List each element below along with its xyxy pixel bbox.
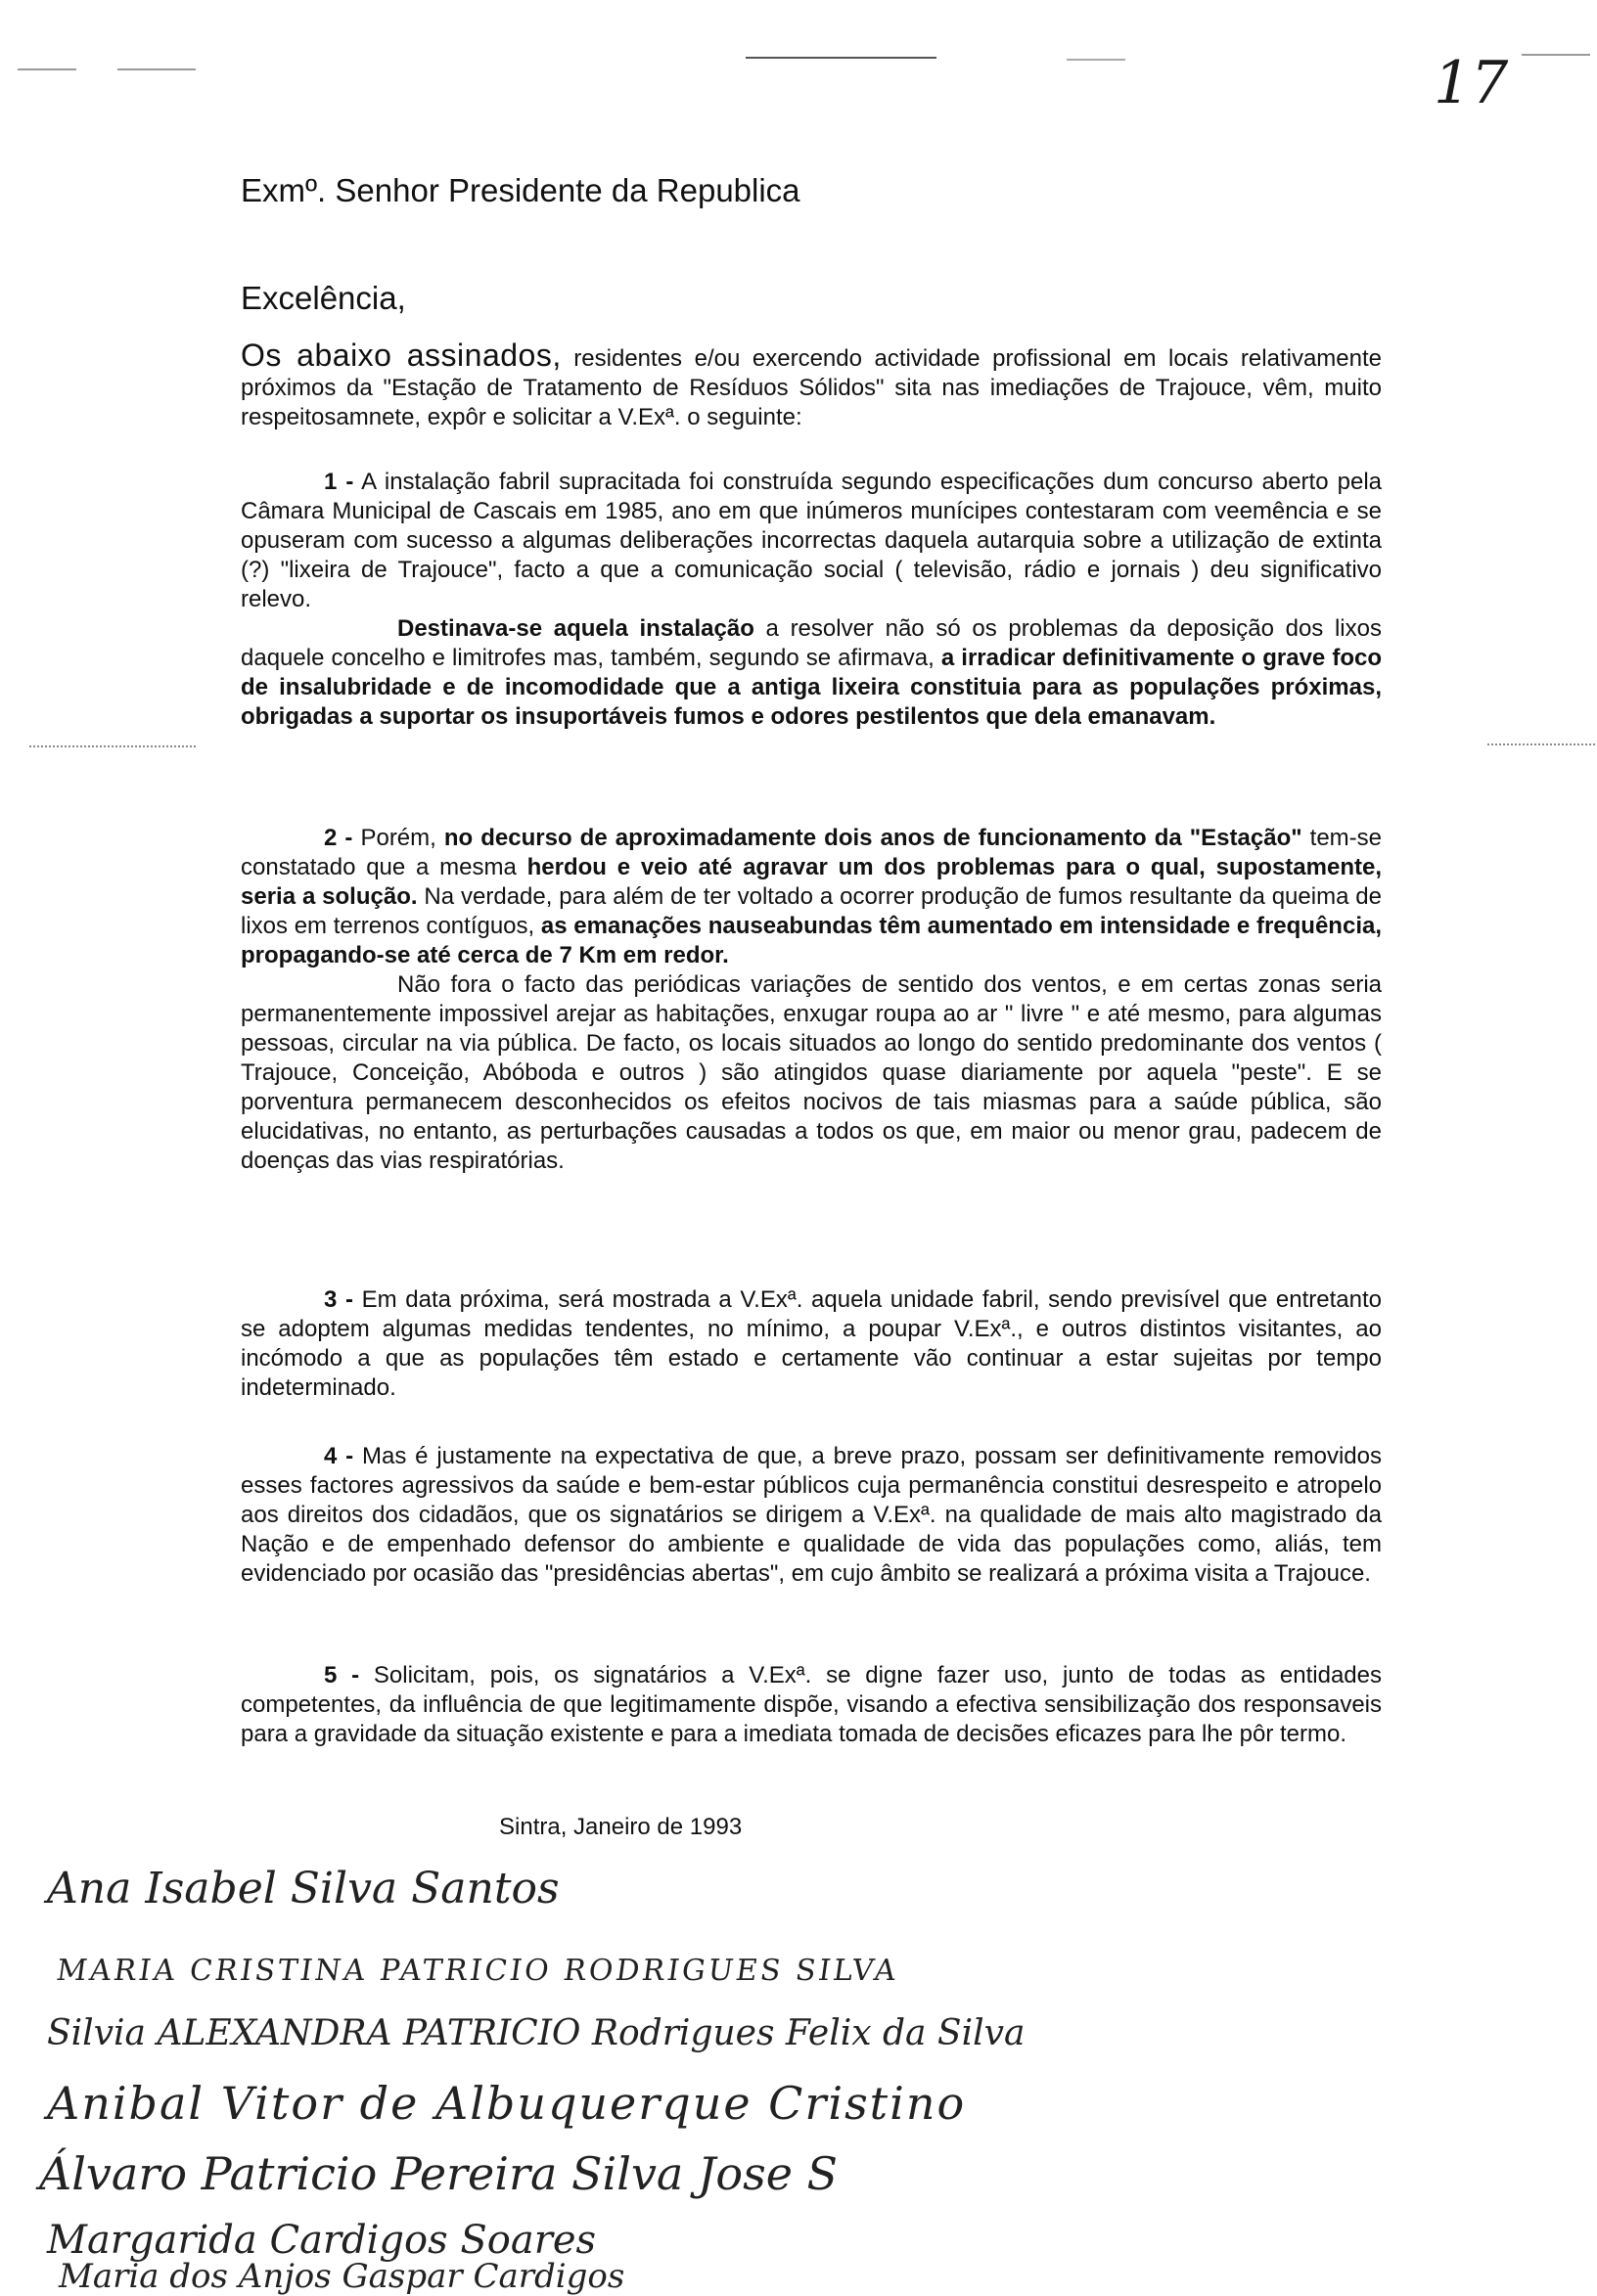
item-5 — [241, 1661, 1382, 1749]
salutation: Exmº. Senhor Presidente da Republica — [241, 172, 800, 208]
item-2-text-c: Na verdade, para além de ter voltado a ocorrer produção de fumos resultante da queima de lixos em terrenos contíguos, — [241, 883, 1383, 939]
item-2-paragraph-1 — [241, 824, 1382, 970]
intro-paragraph — [241, 340, 1382, 432]
item-2-number: 2 - — [324, 825, 353, 851]
item-2-text-b: tem-se constatado que a mesma — [241, 825, 1383, 880]
item-2-bold-c: as emanações nauseabundas têm aumentado em intensidade e frequência, propagando-se até cerca de 7 Km em redor. — [241, 913, 1382, 968]
item-3 — [241, 1285, 1382, 1403]
item-1-text: A instalação fabril supracitada foi construída segundo especificações dum concurso aberto pela Câmara Municipal de Cascais em 1985, ano em que inúmeros munícipes contestaram com veemência e se opuseram com sucesso a algumas deliberações incorrectas daquela autarquia sobre a utilização de extinta (?) "lixeira de Trajouce", facto a que a comunicação social ( televisão, rádio e jornais ) deu significativo relevo. — [241, 469, 1382, 612]
item-4-number: 4 - — [324, 1443, 354, 1469]
scan-artifact-right-margin — [1487, 743, 1595, 748]
dateline: Sintra, Janeiro de 1993 — [499, 1814, 743, 1840]
item-4-paragraph — [241, 1442, 1382, 1589]
item-4 — [241, 1442, 1382, 1589]
scan-artifact-top-left — [18, 68, 76, 70]
signature-7: Maria dos Anjos Gaspar Cardigos — [59, 2257, 625, 2296]
item-1-paragraph-1 — [241, 468, 1382, 614]
item-2-paragraph-2: Não fora o facto das periódicas variações de sentido dos ventos, e em certas zonas seria permanentemente impossivel arejar as habitações, enxugar roupa ao ar " livre " e até mesmo, para algumas pessoas, circular na via pública. De facto, os locais situados ao longo do sentido predominante dos ventos ( Trajouce, Conceição, Abóboda e outros ) são atingidos quase diariamente por aquela "peste". E se porventura permanecem desconhecidos os efeitos nocivos de tais miasmas para a saúde pública, são elucidativas, no entanto, as perturbações causadas a todos os que, em maior ou menor grau, padecem de doenças das vias respiratórias. — [241, 971, 1382, 1174]
item-3-number: 3 - — [324, 1286, 353, 1313]
item-3-paragraph — [241, 1285, 1382, 1403]
signature-4: Anibal Vitor de Albuquerque Cristino — [47, 2077, 967, 2130]
scan-artifact-top-rule — [746, 57, 936, 59]
item-1-paragraph-2 — [241, 614, 1382, 732]
scan-artifact-top-center — [1067, 59, 1125, 61]
signature-5: Álvaro Patricio Pereira Silva Jose S — [39, 2147, 839, 2200]
item-5-paragraph — [241, 1661, 1382, 1749]
item-1-bold-2: a irradicar definitivamente o grave foco de insalubridade e de incomodidade que a antiga lixeira constituia para as populações próximas, obrigadas a suportar os insuportáveis fumos e odores pestilentos que dela emanavam. — [241, 645, 1382, 730]
item-1 — [241, 468, 1382, 732]
page-number: 17 — [1434, 49, 1509, 117]
scan-artifact-top-right — [1522, 54, 1590, 56]
item-3-text: Em data próxima, será mostrada a V.Exª. aquela unidade fabril, sendo previsível que entretanto se adoptem algumas medidas tendentes, no mínimo, a poupar V.Exª., e outros distintos visitantes, ao incómodo a que as populações têm estado e certamente vão continuar a estar sujeitas por tempo indeterminado. — [241, 1286, 1382, 1401]
item-4-text: Mas é justamente na expectativa de que, a breve prazo, possam ser definitivamente removidos esses factores agressivos da saúde e bem-estar públicos cuja permanência constitui desrespeito e atropelo aos direitos dos cidadãos, que os signatários se dirigem a V.Exª. na qualidade de mais alto magistrado da Nação e de empenhado defensor do ambiente e qualidade de vida das populações como, aliás, tem evidenciado por ocasião das "presidências abertas", em cujo âmbito se realizará a próxima visita a Trajouce. — [241, 1443, 1382, 1587]
item-2-bold-a: no decurso de aproximadamente dois anos de funcionamento da "Estação" — [443, 825, 1302, 851]
item-1-bold-1: Destinava-se aquela instalação — [397, 615, 754, 642]
item-2 — [241, 824, 1382, 1176]
item-1-number: 1 - — [324, 469, 354, 495]
item-5-text: Solicitam, pois, os signatários a V.Exª. se digne fazer uso, junto de todas as entidades competentes, da influência de que legitimamente dispõe, visando a efectiva sensibilização dos responsaveis para a gravidade da situação existente e para a imediata tomada de decisões eficazes para lhe pôr termo. — [241, 1662, 1382, 1747]
intro-text: residentes e/ou exercendo actividade profissional em locais relativamente próximos da "Estação de Tratamento de Resíduos Sólidos" sita nas imediações de Trajouce, vêm, muito respeitosamnete, expôr e solicitar a V.Exª. o seguinte: — [241, 345, 1382, 430]
item-2-text-a: Porém, — [352, 825, 444, 851]
signature-6: Margarida Cardigos Soares — [47, 2218, 597, 2263]
signature-1: Ana Isabel Silva Santos — [47, 1864, 560, 1913]
scan-artifact-top-left-2 — [117, 68, 196, 70]
signature-2: MARIA CRISTINA PATRICIO RODRIGUES SILVA — [54, 1954, 901, 1988]
signature-3: Silvia ALEXANDRA PATRICIO Rodrigues Felix da Silva — [47, 2013, 1026, 2053]
item-1-text-2: a resolver não só os problemas da deposição dos lixos daquele concelho e limitrofes mas, também, segundo se afirmava, — [241, 615, 1382, 671]
scan-artifact-left-margin — [29, 745, 196, 750]
greeting: Excelência, — [241, 280, 406, 316]
intro-lead: Os abaixo assinados, — [241, 338, 562, 373]
item-5-number: 5 - — [324, 1662, 360, 1688]
item-2-bold-b: herdou e veio até agravar um dos problemas para o qual, supostamente, seria a solução. — [241, 854, 1382, 910]
